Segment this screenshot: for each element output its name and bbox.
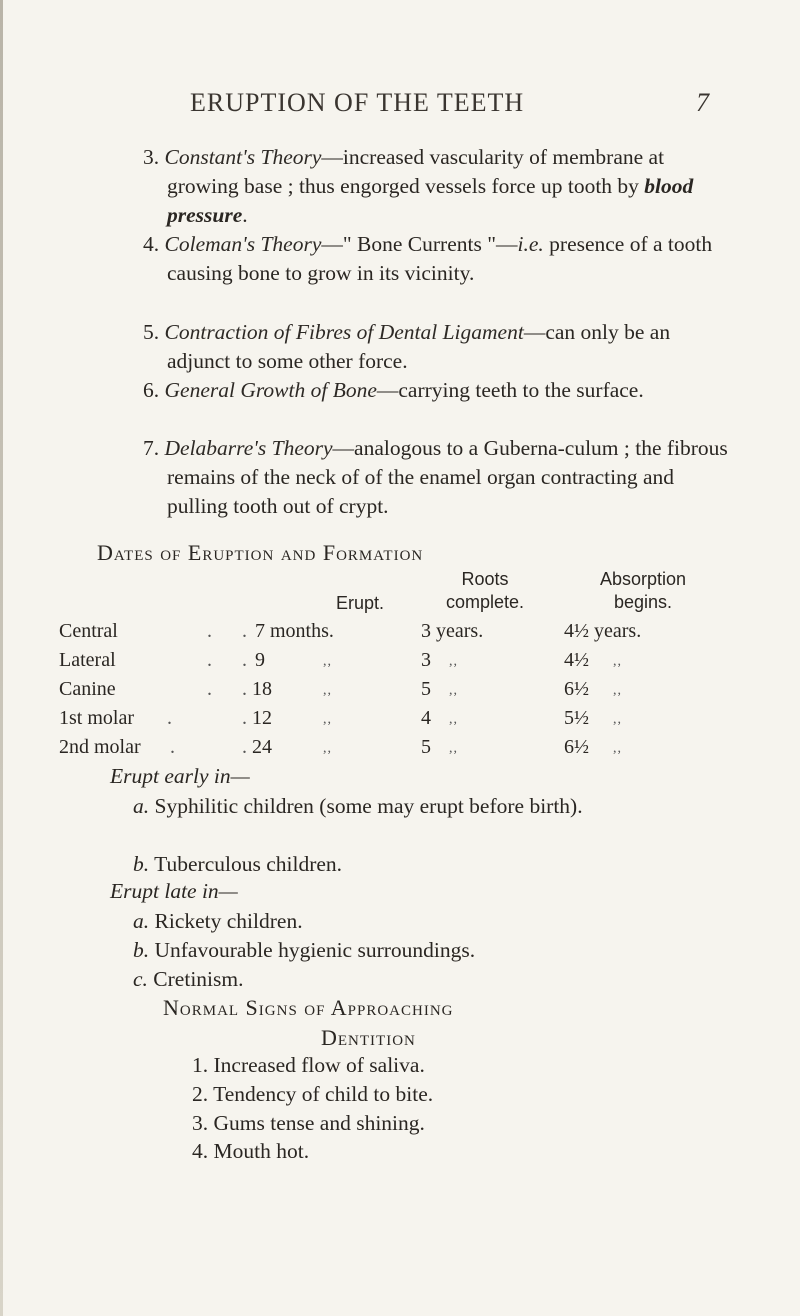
col-header-erupt — [305, 592, 415, 615]
col-header-text: complete. — [445, 592, 525, 612]
item-letter: b. — [133, 852, 150, 876]
erupt-value: 7 months. — [255, 620, 334, 642]
leader-dot: . — [207, 649, 212, 671]
item-text: Gums tense and shining. — [213, 1111, 425, 1135]
tooth-name: Lateral — [59, 649, 116, 671]
item-number: 1. — [192, 1053, 209, 1077]
item-letter: a. — [133, 794, 150, 818]
col-header-absorption — [568, 568, 718, 614]
col-header-text: Roots — [461, 569, 509, 589]
section-heading-signs: Normal Signs of Approaching — [163, 995, 454, 1020]
ditto-mark: ,, — [449, 712, 458, 727]
col-header-text: Erupt. — [335, 593, 385, 613]
leader-dot: . — [167, 707, 172, 729]
ditto-mark: ,, — [613, 683, 622, 698]
erupt-value: 9 — [255, 649, 265, 671]
leader-dot: . — [242, 678, 247, 700]
leader-dot: . — [170, 736, 175, 758]
roots-value: 4 — [421, 707, 431, 729]
theory-name: Coleman's Theory — [164, 232, 322, 256]
item-text: Mouth hot. — [213, 1139, 310, 1163]
theory-item — [143, 318, 735, 376]
absorption-value: 6½ — [564, 736, 589, 758]
leader-dot: . — [242, 707, 247, 729]
table-row — [0, 649, 800, 676]
table-row — [0, 707, 800, 734]
list-item — [133, 850, 800, 878]
col-header-text: begins. — [613, 592, 673, 612]
list-item — [192, 1082, 433, 1107]
item-number: 3. — [192, 1111, 209, 1135]
absorption-value: 4½ years. — [564, 620, 642, 642]
erupt-late-heading: Erupt late in— — [110, 879, 238, 903]
page-number: 7 — [696, 88, 710, 117]
ditto-mark: ,, — [613, 741, 622, 756]
ditto-mark: ,, — [449, 683, 458, 698]
roots-value: 3 — [421, 649, 431, 671]
theory-text: —increased vascularity of membrane at growing base ; thus engorged vessels force up tooth by — [167, 145, 665, 198]
list-item — [133, 792, 797, 820]
list-item — [192, 1111, 425, 1136]
item-text: Tuberculous children. — [154, 852, 343, 876]
ditto-mark: ,, — [323, 741, 332, 756]
erupt-value: 12 — [252, 707, 272, 729]
leader-dot: . — [207, 620, 212, 642]
leader-dot: . — [242, 620, 247, 642]
item-text: Cretinism. — [153, 967, 244, 991]
erupt-early-heading: Erupt early in— — [110, 764, 250, 788]
theory-item — [143, 434, 735, 521]
section-heading-signs-line2: Dentition — [321, 1025, 416, 1050]
col-header-roots — [415, 568, 555, 614]
erupt-value: 18 — [252, 678, 272, 700]
theory-text: —analogous to a Guberna-culum ; the fibrous remains of the neck of of the enamel organ contracting and pulling tooth out of crypt. — [167, 436, 728, 518]
theory-name: Constant's Theory — [164, 145, 322, 169]
section-heading-dates: Dates of Eruption and Formation — [97, 540, 424, 565]
running-head — [190, 88, 710, 118]
ditto-mark: ,, — [449, 654, 458, 669]
ditto-mark: ,, — [323, 712, 332, 727]
item-number: 3. — [143, 145, 160, 169]
theory-item — [143, 376, 735, 405]
roots-value: 5 — [421, 736, 431, 758]
theory-tail: . — [242, 203, 248, 227]
ditto-mark: ,, — [323, 683, 332, 698]
leader-dot: . — [242, 649, 247, 671]
ditto-mark: ,, — [323, 654, 332, 669]
absorption-value: 6½ — [564, 678, 589, 700]
leader-dot: . — [207, 678, 212, 700]
item-letter: b. — [133, 938, 150, 962]
theory-name: Contraction of Fibres of Dental Ligament — [164, 320, 524, 344]
item-number: 5. — [143, 320, 160, 344]
ditto-mark: ,, — [613, 654, 622, 669]
item-number: 4. — [192, 1139, 209, 1163]
item-text: Unfavourable hygienic surroundings. — [154, 938, 476, 962]
list-item — [133, 907, 800, 935]
list-item — [133, 965, 800, 993]
theory-item — [143, 230, 735, 288]
theory-name: Delabarre's Theory — [164, 436, 333, 460]
item-letter: a. — [133, 909, 150, 933]
list-item — [192, 1139, 309, 1164]
theory-text: —" Bone Currents "— — [321, 232, 518, 256]
theory-text: —can only be an adjunct to some other force. — [167, 320, 671, 373]
roots-value: 5 — [421, 678, 431, 700]
item-text: Tendency of child to bite. — [213, 1082, 434, 1106]
tooth-name: 1st molar — [59, 707, 134, 729]
absorption-value: 4½ — [564, 649, 589, 671]
theory-emphasis: blood pressure — [167, 174, 694, 227]
item-number: 6. — [143, 378, 160, 402]
tooth-name: Canine — [59, 678, 116, 700]
tooth-name: Central — [59, 620, 118, 642]
item-letter: c. — [133, 967, 148, 991]
running-title: ERUPTION OF THE TEETH — [190, 88, 525, 117]
ditto-mark: ,, — [613, 712, 622, 727]
theory-emphasis: i.e. — [517, 232, 544, 256]
list-item — [133, 936, 800, 964]
leader-dot: . — [242, 736, 247, 758]
list-item — [192, 1053, 425, 1078]
item-number: 4. — [143, 232, 160, 256]
table-row — [0, 736, 800, 763]
erupt-value: 24 — [252, 736, 272, 758]
item-number: 7. — [143, 436, 160, 460]
ditto-mark: ,, — [449, 741, 458, 756]
theory-item — [143, 143, 735, 230]
theory-name: General Growth of Bone — [164, 378, 377, 402]
theory-text: —carrying teeth to the surface. — [376, 378, 644, 402]
item-text: Increased flow of saliva. — [213, 1053, 425, 1077]
roots-value: 3 years. — [421, 620, 484, 642]
table-row — [0, 620, 800, 647]
table-row — [0, 678, 800, 705]
item-number: 2. — [192, 1082, 209, 1106]
theory-tail: presence of a tooth causing bone to grow in its vicinity. — [167, 232, 713, 285]
item-text: Rickety children. — [154, 909, 303, 933]
item-text: Syphilitic children (some may erupt before birth). — [154, 794, 583, 818]
col-header-text: Absorption — [599, 569, 687, 589]
tooth-name: 2nd molar — [59, 736, 141, 758]
absorption-value: 5½ — [564, 707, 589, 729]
